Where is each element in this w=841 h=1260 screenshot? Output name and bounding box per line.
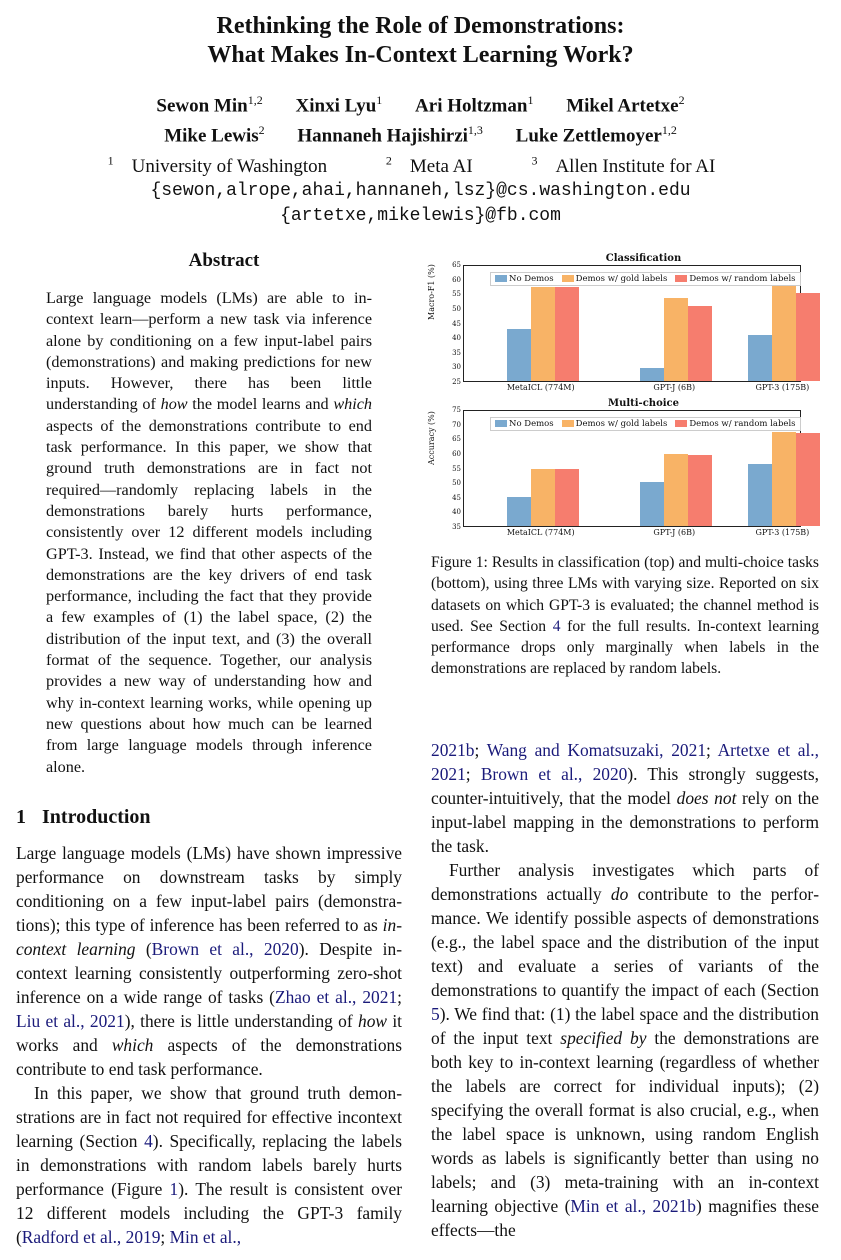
- affiliation: $^1$ University of Washington: [107, 153, 328, 177]
- citation-link[interactable]: Brown et al., 2020: [480, 764, 628, 784]
- y-tick: 55: [452, 290, 461, 299]
- bar: [688, 306, 712, 381]
- affiliation: $^2$ Meta AI: [385, 153, 473, 177]
- intro-paragraph-2-cont: 2021b; Wang and Komatsuzaki, 2021; Artetxe et al., 2021; Brown et al., 2020). This strongly suggests, counter-intuitively, that the model does not rely on the input-label mapping in the demonstrations to perform the task.: [431, 740, 820, 856]
- legend-swatch-no-demos: [495, 275, 507, 282]
- bar: [796, 293, 820, 381]
- y-axis-label: Macro-F1 (%): [427, 264, 436, 320]
- y-tick: 50: [452, 304, 461, 313]
- bar: [531, 287, 555, 381]
- x-axis-labels: [463, 383, 810, 395]
- x-tick-label: GPT-3 (175B): [755, 528, 810, 537]
- legend-swatch-gold: [562, 275, 574, 282]
- affiliations: [0, 149, 841, 179]
- x-tick-label: GPT-J (6B): [653, 383, 696, 392]
- paper-title: Rethinking the Role of Demonstrations: What Makes In-Context Learning Work?: [207, 13, 634, 68]
- paper-header: [0, 12, 841, 229]
- bar: [772, 432, 796, 526]
- y-tick: 65: [452, 261, 461, 269]
- y-tick: 40: [452, 508, 461, 517]
- author-list: [0, 88, 841, 149]
- citation-link[interactable]: Brown et al., 2020: [151, 938, 299, 959]
- chart-legend: [490, 417, 801, 431]
- chart-title: Classification: [605, 253, 682, 264]
- intro-paragraph-2: In this paper, we show that ground truth demonstrations are in fact not required for effective incontext learning (Section 4). Specifically, replacing the labels in demonstrations with random labels barely hurts performance (Figure 1). The result is consistent over 12 different models including the GPT-3 family (Radford et al., 2019; Min et al.,: [16, 1082, 402, 1247]
- section-link[interactable]: 4: [144, 1130, 153, 1151]
- legend-item: Demos w/ random labels: [675, 274, 795, 284]
- x-tick-label: MetaICL (774M): [506, 528, 575, 537]
- y-tick: 60: [452, 275, 461, 284]
- citation-link[interactable]: Artetxe et al., 2021: [431, 740, 820, 784]
- right-body-text: [431, 738, 819, 1242]
- author: Mikel Artetxe$^2$: [566, 93, 685, 117]
- y-tick: 55: [452, 464, 461, 473]
- citation-link[interactable]: Radford et al., 2019: [21, 1226, 161, 1247]
- y-tick: 50: [452, 479, 461, 488]
- citation-link[interactable]: 2021b: [431, 740, 475, 760]
- author: Luke Zettlemoyer$^{1,2}$: [515, 123, 677, 147]
- author: Sewon Min$^{1,2}$: [156, 93, 263, 117]
- figure-1: [427, 250, 820, 680]
- legend-item: Demos w/ random labels: [675, 419, 795, 429]
- chart-title: Multi-choice: [608, 398, 679, 409]
- y-axis-ticks: [441, 406, 461, 531]
- legend-swatch-random: [675, 420, 687, 427]
- right-column: [427, 250, 820, 1240]
- y-tick: 65: [452, 435, 461, 444]
- y-tick: 35: [452, 523, 461, 531]
- legend-swatch-gold: [562, 420, 574, 427]
- legend-swatch-random: [675, 275, 687, 282]
- legend-swatch-no-demos: [495, 420, 507, 427]
- y-tick: 25: [452, 378, 461, 386]
- citation-link[interactable]: Min et al.,: [169, 1226, 242, 1247]
- bar: [772, 285, 796, 381]
- intro-paragraph-1: Large language models (LMs) have shown impressive performance on downstream tasks by simply conditioning on a few input-label pairs (demonstrations); this type of inference has been referred to as in-context learning (Brown et al., 2020). Despite incontext learning consistently outperforming zero-shot inference on a wide range of tasks (Zhao et al., 2021; Liu et al., 2021), there is little understanding of how it works and which aspects of the demonstrations contribute to end task performance.: [16, 842, 402, 1079]
- plot-area: [463, 265, 801, 382]
- bar: [688, 455, 712, 526]
- bar: [640, 368, 664, 381]
- y-tick: 30: [452, 363, 461, 372]
- y-tick: 70: [452, 420, 461, 429]
- intro-paragraph-3: Further analysis investigates which parts of demonstrations actually do contribute to the performance. We identify possible aspects of demonstrations (e.g., the label space and the distribution of the input text) and evaluate a series of variants of the demonstrations to quantify the impact of each (Section 5). We find that: (1) the label space and the distribution of the input text specified by the demonstrations are both key to in-context learning (regardless of whether the labels are correct for individual inputs); (2) specifying the overall format is also crucial, e.g., when the label space is unknown, using random English words as labels is significantly better than using no labels; and (3) meta-training with an in-context learning objective (Min et al., 2021b) magnifies these effects—the: [431, 860, 820, 1240]
- x-tick-label: GPT-J (6B): [653, 528, 696, 537]
- legend-item: No Demos: [495, 274, 554, 284]
- section-heading-introduction: 1 Introduction: [16, 805, 151, 828]
- bar: [507, 329, 531, 381]
- y-tick: 40: [452, 334, 461, 343]
- figure-link[interactable]: 1: [169, 1178, 179, 1199]
- classification-chart: [427, 250, 810, 395]
- author: Hannaneh Hajishirzi$^{1,3}$: [297, 123, 483, 147]
- bar: [796, 433, 820, 526]
- x-tick-label: MetaICL (774M): [506, 383, 575, 392]
- y-tick: 75: [452, 406, 461, 414]
- author: Xinxi Lyu$^1$: [295, 93, 383, 117]
- abstract-text: Large language models (LMs) are able to incontext learn—perform a new task via inference alone by conditioning on a few input-label pairs (demonstrations) and making predictions for new inputs. However, there has been little understanding of how the model learns and which aspects of the demonstrations contribute to end task performance. In this paper, we show that ground truth demonstrations are in fact not required—randomly replacing labels in the demonstrations barely hurts performance, consistently over 12 different models including GPT-3. Instead, we find that other aspects of the demonstrations are the key drivers of end task performance, including the fact that they provide a few examples of (1) the label space, (2) the distribution of the input text, and (3) the overall format of the sequence. Together, our analysis provides a new way of understanding how and why in-context learning works, while opening up new questions about how much can be learned from large language models through inference alone.: [46, 289, 372, 776]
- citation-link[interactable]: Wang and Komatsuzaki, 2021: [486, 740, 707, 760]
- x-axis-labels: [463, 528, 810, 540]
- bar: [664, 298, 688, 381]
- bar: [664, 454, 688, 526]
- section-link[interactable]: 5: [431, 1004, 440, 1024]
- section-link[interactable]: 4: [552, 617, 561, 635]
- author: Ari Holtzman$^1$: [415, 93, 534, 117]
- plot-area: [463, 410, 801, 527]
- y-tick: 45: [452, 319, 461, 328]
- y-tick: 35: [452, 348, 461, 357]
- legend-item: Demos w/ gold labels: [562, 419, 668, 429]
- citation-link[interactable]: Liu et al., 2021: [16, 1010, 125, 1031]
- abstract-heading: Abstract: [188, 250, 260, 271]
- multi-choice-chart: [427, 395, 810, 540]
- bar: [640, 482, 664, 526]
- legend-item: Demos w/ gold labels: [562, 274, 668, 284]
- author-emails: {sewon,alrope,ahai,hannaneh,lsz}@cs.washington.edu {artetxe,mikelewis}@fb.com: [150, 180, 691, 226]
- chart-legend: [490, 272, 801, 286]
- bar: [748, 335, 772, 381]
- affiliation: $^3$ Allen Institute for AI: [531, 153, 716, 177]
- y-tick: 45: [452, 493, 461, 502]
- author: Mike Lewis$^2$: [164, 123, 265, 147]
- figure-caption: Figure 1: Results in classification (top) and multi-choice tasks (bottom), using three LMs with varying size. Reported on six datasets on which GPT-3 is evaluated; the channel method is used. See Section 4 for the full results. In-context learning performance drops only marginally when labels in the demonstrations are replaced by random labels.: [431, 554, 820, 678]
- y-axis-ticks: [441, 261, 461, 386]
- bar: [531, 469, 555, 526]
- legend-item: No Demos: [495, 419, 554, 429]
- bar: [555, 469, 579, 526]
- citation-link[interactable]: Zhao et al., 2021: [274, 986, 398, 1007]
- citation-link[interactable]: Min et al., 2021b: [570, 1196, 697, 1216]
- y-axis-label: Accuracy (%): [427, 411, 436, 465]
- bar: [748, 464, 772, 526]
- bar: [555, 287, 579, 381]
- y-tick: 60: [452, 449, 461, 458]
- bar: [507, 497, 531, 526]
- x-tick-label: GPT-3 (175B): [755, 383, 810, 392]
- left-column: [16, 250, 402, 1249]
